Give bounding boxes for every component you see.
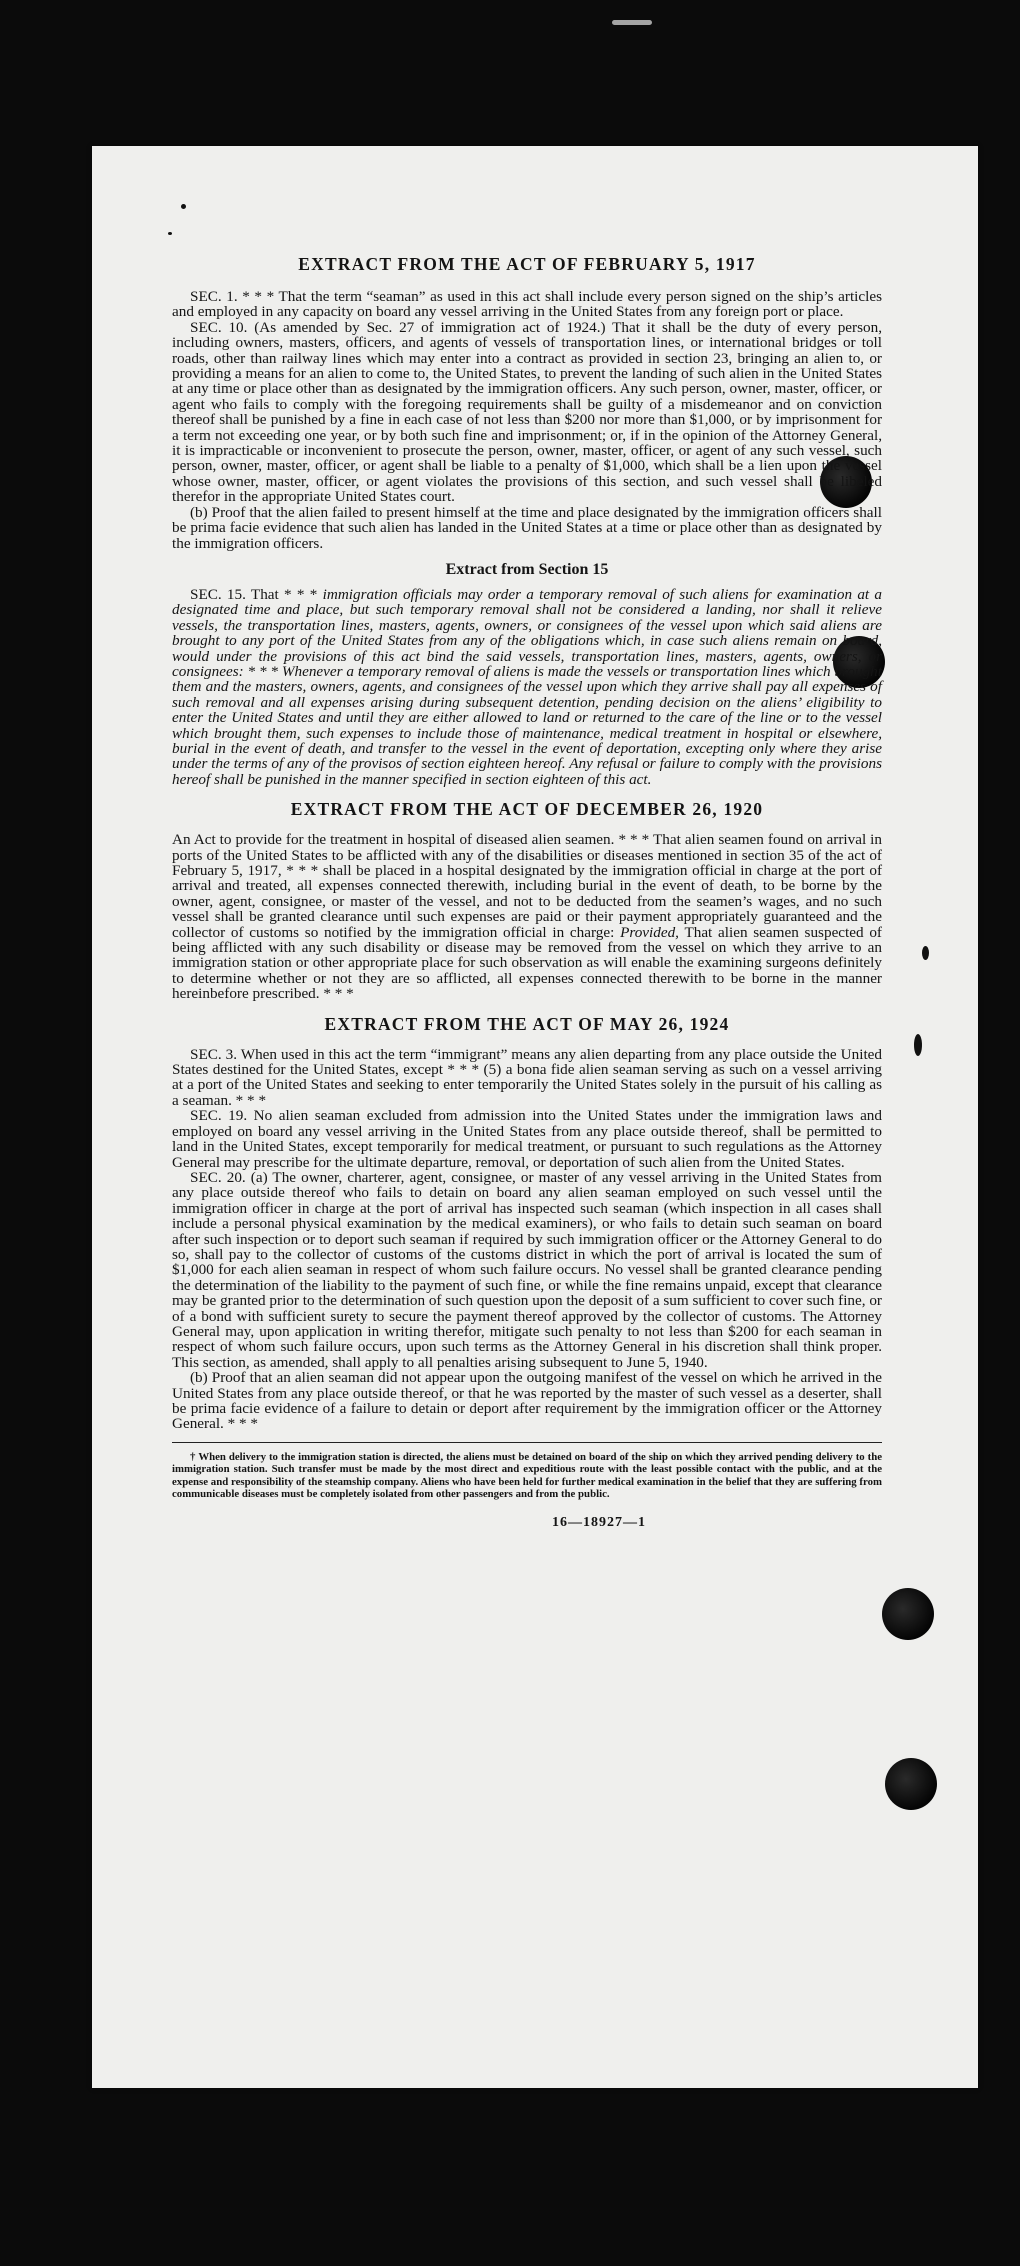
paragraph-sec19: SEC. 19. No alien seaman excluded from admission into the United States under the immigration laws and employed on board any vessel arriving in the United States from any place outside thereof, shall be permitted to land in the United States, except temporarily for medical treatment, or pursuant to such regulations as the Attorney General may prescribe for the ultimate departure, removal, or deportation of such alien from the United States. <box>172 1107 882 1171</box>
act-1920-proviso-text: That alien seamen suspected of being afflicted with any such disability or disease may be removed from the vessel on which they arrive to an immigration station or other appropriate place for such observation as will enable the examining surgeons definitely to determine whether or not they are so afflicted, all expenses connected therewith to be borne in the manner hereinbefore prescribed. * * * <box>172 923 882 1003</box>
paragraph-act-1920 <box>172 832 882 1001</box>
punch-hole <box>882 1588 934 1640</box>
paragraph-sec15 <box>172 587 882 787</box>
scan-mark <box>612 20 652 25</box>
sec15-lead: SEC. 15. That * * * <box>190 585 323 603</box>
form-number: 16—18927—1 <box>552 1514 646 1530</box>
heading-section-15: Extract from Section 15 <box>445 560 609 578</box>
document-page <box>92 146 978 2088</box>
paragraph-sec20-a: SEC. 20. (a) The owner, charterer, agent, consignee, or master of any vessel arriving in the United States from any place outside thereof who fails to detain on board any alien seaman employed on such vessel until the immigration officer in charge at the port of arrival has inspected such seaman (which inspection in all cases shall include a personal physical examination by the medical examiners), or who fails to detain such seaman on board after such inspection or to deport such seaman if required by such immigration officer or the Attorney General to do so, shall pay to the collector of customs of the customs district in which the port of arrival is located the sum of $1,000 for each alien seaman in respect of whom such failure occurs. No vessel shall be granted clearance pending the determination of the liability to the payment of such fine, or while the fine remains unpaid, except that clearance may be granted prior to the determination of such question upon the deposit of a sum sufficient to cover such fine, or of a bond with sufficient surety to secure the payment thereof approved by the collector of customs. The Attorney General may, upon application in writing therefor, mitigate such penalty to not less than $200 for each seaman in respect of whom such failure occurs, upon such terms as the Attorney General in his discretion shall think proper. This section, as amended, shall apply to all penalties arising subsequent to June 5, 1940. <box>172 1168 882 1371</box>
sec15-italic-text: immigration officials may order a temporary removal of such aliens for examination at a designated time and place, but such temporary removal shall not be considered a landing, nor shall it relieve vessels, the transportation lines, masters, agents, owners, or consignees of the vessel upon which said aliens are brought to any port of the United States from any of the obligations which, in case such aliens remain on board, would under the provisions of this act bind the said vessels, transportation lines, masters, agents, owners, or consignees: * * * Whenever a temporary removal of aliens is made the vessels or transportation lines which brought them and the masters, owners, agents, and consignees of the vessel upon which they arrive shall pay all expenses of such removal and all expenses arising during subsequent detention, pending decision on the aliens’ eligibility to enter the United States and until they are either allowed to land or returned to the care of the line or to the vessel which brought them, such expenses to include those of maintenance, medical treatment in hospital or elsewhere, burial in the event of death, and transfer to the vessel in the event of deportation, excepting only where they arise under the terms of any of the provisos of section eighteen hereof. Any refusal or failure to comply with the provisions hereof shall be punished in the manner specified in section eighteen of this act. <box>172 585 883 788</box>
ink-speck <box>168 232 172 235</box>
paragraph-sec3: SEC. 3. When used in this act the term “immigrant” means any alien departing from any place outside the United States destined for the United States, except * * * (5) a bona fide alien seaman serving as such on a vessel arriving at a port of the United States and seeking to enter temporarily the United States solely in the pursuit of his calling as a seaman. * * * <box>172 1045 882 1109</box>
ink-speck <box>914 1034 922 1056</box>
heading-act-1920: EXTRACT FROM THE ACT OF DECEMBER 26, 1920 <box>290 799 764 820</box>
paragraph-sec10: SEC. 10. (As amended by Sec. 27 of immigration act of 1924.) That it shall be the duty of every person, including owners, masters, officers, and agents of vessels of transportation lines, or international bridges or toll roads, other than railway lines which may enter into a contract as provided in section 23, bringing an alien to, or providing a means for an alien to come to, the United States, to prevent the landing of such alien in the United States at any time or place other than as designated by the immigration officers. Any such person, owner, master, officer, or agent who fails to comply with the foregoing requirements shall be guilty of a misdemeanor and on conviction thereof shall be punished by a fine in each case of not less than $200 nor more than $1,000, or by imprisonment for a term not exceeding one year, or by both such fine and imprisonment; or, if in the opinion of the Attorney General, it is impracticable or inconvenient to prosecute the person, owner, master, officer, or agent of any such vessel, such person, owner, master, officer, or agent shall be liable to a penalty of $1,000, which shall be a lien upon the vessel whose owner, master, officer, or agent violates the provisions of this section, and such vessel shall be libeled therefor in the appropriate United States court. <box>172 318 882 506</box>
paragraph-sec10-b: (b) Proof that the alien failed to present himself at the time and place designated by the immigration officers shall be prima facie evidence that such alien has landed in the United States at a time or place other than as designated by the immigration officers. <box>172 503 882 552</box>
heading-act-1917: EXTRACT FROM THE ACT OF FEBRUARY 5, 1917 <box>298 254 756 274</box>
heading-act-1924: EXTRACT FROM THE ACT OF MAY 26, 1924 <box>324 1013 730 1034</box>
footnote: † When delivery to the immigration station is directed, the aliens must be detained on board of the ship on which they arrived pending delivery to the immigration station. Such transfer must be made by the most direct and expeditious route with the least possible contact with the public, and at the expense and responsibility of the steamship company. Aliens who have been held for further medical examination in the belief that they are suffering from communicable diseases must be completely isolated from other passengers and from the public. <box>172 1450 882 1501</box>
punch-hole <box>885 1758 937 1810</box>
ink-speck <box>181 204 186 209</box>
proviso-word: Provided, <box>620 923 679 941</box>
act-1920-text: An Act to provide for the treatment in hospital of diseased alien seamen. * * * That alien seamen found on arrival in ports of the United States to be afflicted with any of the disabilities or diseases mentioned in section 35 of the act of February 5, 1917, * * * shall be placed in a hospital designated by the immigration official in charge at the port of arrival and treated, all expenses connected therewith, including burial in the event of death, to be borne by the owner, agent, consignee, or master of the vessel, and not to be deducted from the seamen’s wages, and no such vessel shall be granted clearance until such expenses are paid or their payment appropriately guaranteed and the collector of customs so notified by the immigration official in charge: <box>172 831 882 941</box>
document-body <box>172 254 882 1531</box>
paragraph-sec1: SEC. 1. * * * That the term “seaman” as used in this act shall include every person signed on the ship’s articles and employed in any capacity on board any vessel arriving in the United States from any foreign port or place. <box>172 288 882 321</box>
footnote-divider <box>172 1442 882 1443</box>
paragraph-sec20-b: (b) Proof that an alien seaman did not appear upon the outgoing manifest of the vessel on which he arrived in the United States from any place outside thereof, or that he was reported by the master of such vessel as a deserter, shall be prima facie evidence of a failure to detain or deport after requirement by the immigration officer or the Attorney General. * * * <box>172 1369 882 1433</box>
ink-speck <box>922 946 929 960</box>
